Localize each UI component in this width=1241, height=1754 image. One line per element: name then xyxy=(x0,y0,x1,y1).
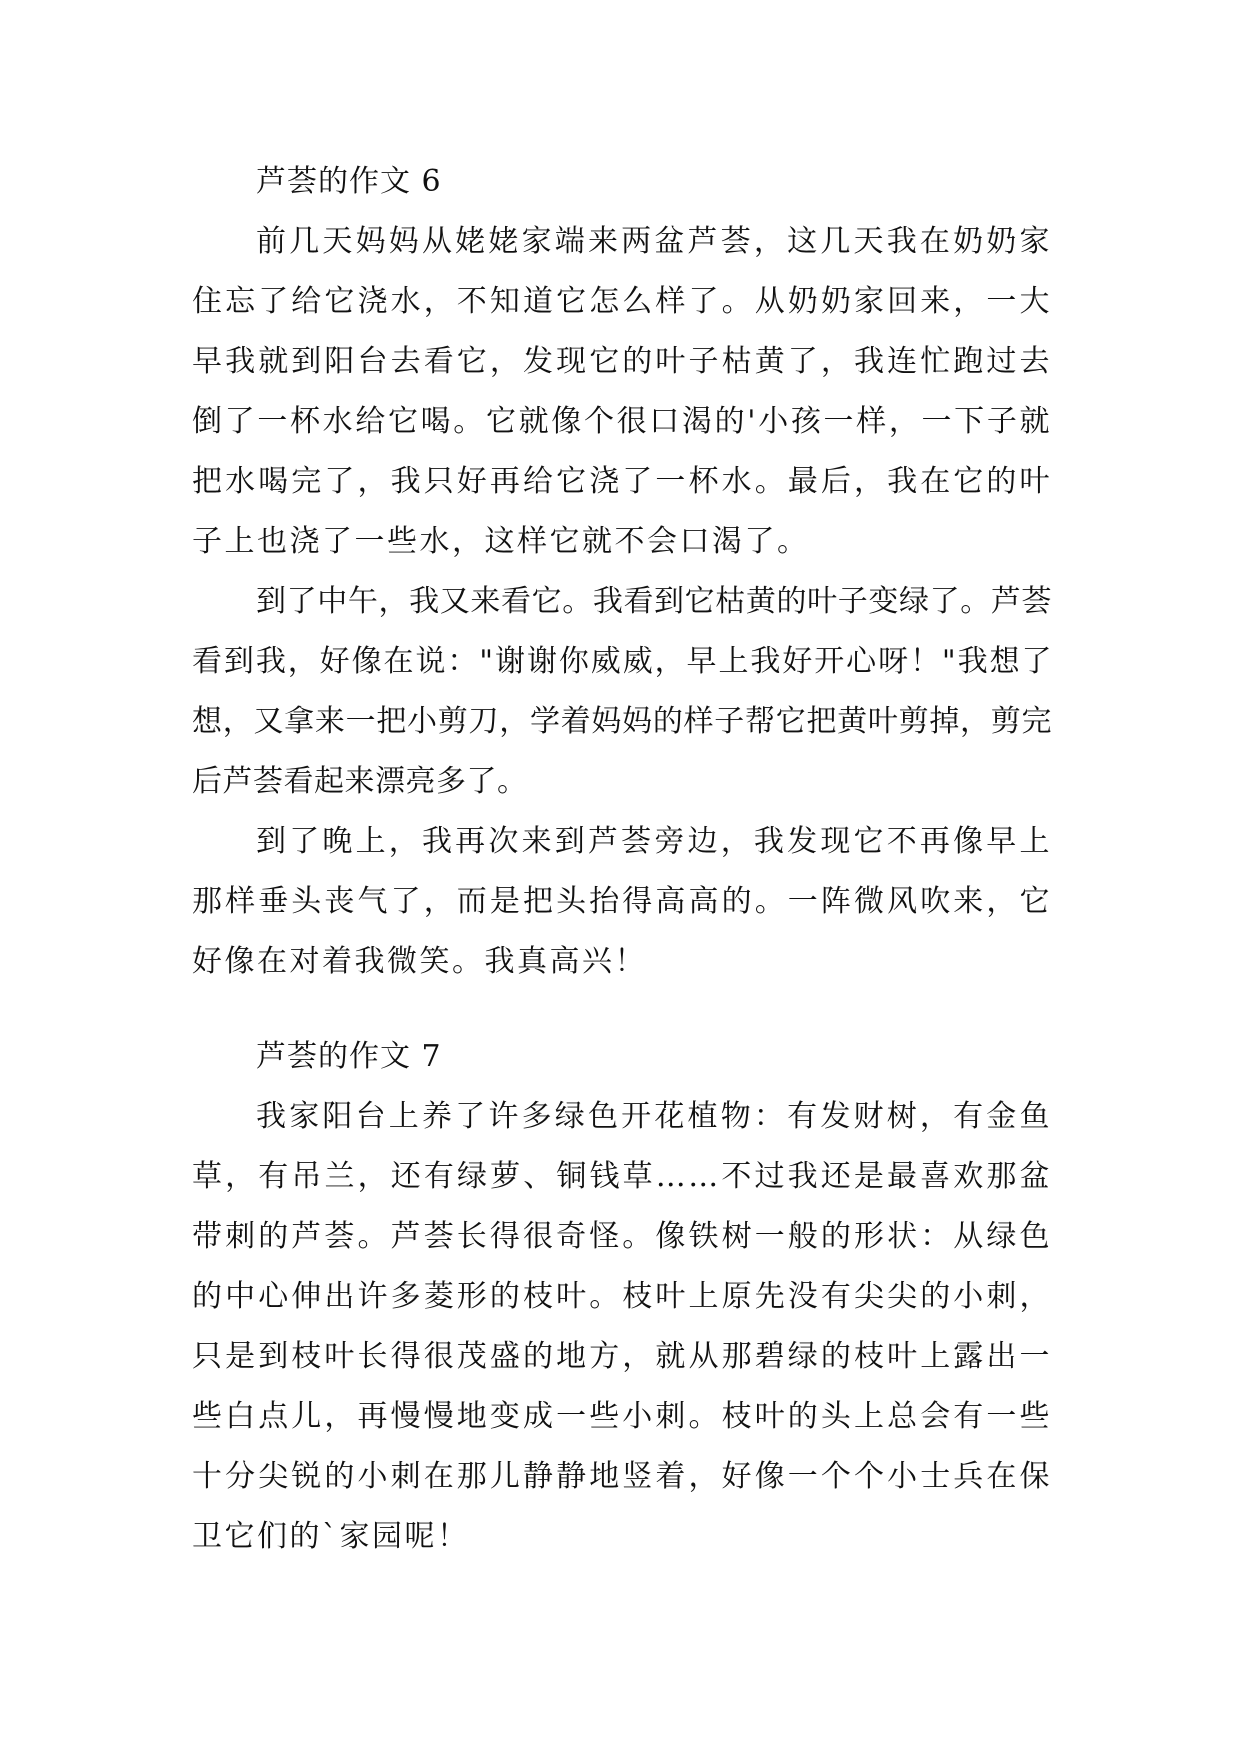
essay-7 xyxy=(192,1027,1052,1567)
essay-paragraph: 前几天妈妈从姥姥家端来两盆芦荟，这几天我在奶奶家住忘了给它浇水，不知道它怎么样了。从奶奶家回来，一大早我就到阳台去看它，发现它的叶子枯黄了，我连忙跑过去倒了一杯水给它喝。它就像个很口渴的'小孩一样，一下子就把水喝完了，我只好再给它浇了一杯水。最后，我在它的叶子上也浇了一些水，这样它就不会口渴了。 xyxy=(192,224,1052,559)
essay-paragraph: 我家阳台上养了许多绿色开花植物：有发财树，有金鱼草，有吊兰，还有绿萝、铜钱草……不过我还是最喜欢那盆带刺的芦荟。芦荟长得很奇怪。像铁树一般的形状：从绿色的中心伸出许多菱形的枝叶。枝叶上原先没有尖尖的小刺，只是到枝叶长得很茂盛的地方，就从那碧绿的枝叶上露出一些白点儿，再慢慢地变成一些小刺。枝叶的头上总会有一些十分尖锐的小刺在那儿静静地竖着，好像一个个小士兵在保卫它们的`家园呢！ xyxy=(192,1099,1052,1554)
essay-paragraph: 到了晚上，我再次来到芦荟旁边，我发现它不再像早上那样垂头丧气了，而是把头抬得高高的。一阵微风吹来，它好像在对着我微笑。我真高兴！ xyxy=(192,824,1052,979)
essay-paragraph: 到了中午，我又来看它。我看到它枯黄的叶子变绿了。芦荟看到我，好像在说："谢谢你威威，早上我好开心呀！"我想了想，又拿来一把小剪刀，学着妈妈的样子帮它把黄叶剪掉，剪完后芦荟看起来漂亮多了。 xyxy=(192,584,1052,799)
essay-title: 芦荟的作文 6 xyxy=(256,164,442,199)
essay-6 xyxy=(192,152,1052,992)
essay-title: 芦荟的作文 7 xyxy=(256,1039,442,1074)
